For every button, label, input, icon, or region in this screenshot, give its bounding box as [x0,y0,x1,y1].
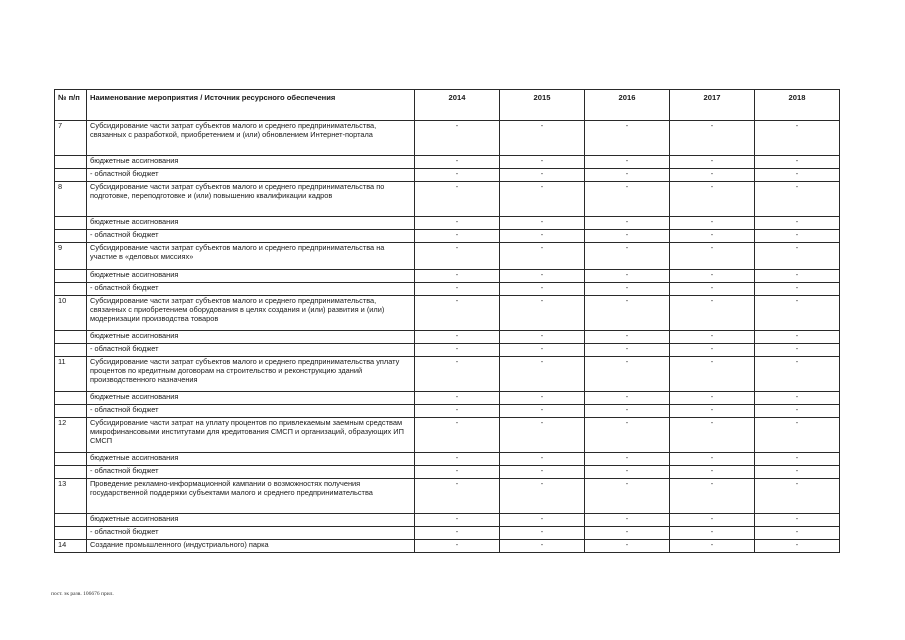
header-year-2018: 2018 [755,90,840,121]
year-value-2018: - [755,466,840,479]
funding-source: - областной бюджет [87,466,415,479]
year-value-2017: - [670,540,755,553]
table-row [55,230,840,243]
year-value-2016: - [585,182,670,217]
year-value-2015: - [500,270,585,283]
year-value-2017: - [670,182,755,217]
year-value-2016: - [585,418,670,453]
row-number [55,331,87,344]
year-value-2014: - [415,296,500,331]
year-value-2017: - [670,466,755,479]
year-value-2015: - [500,540,585,553]
row-number: 13 [55,479,87,514]
year-value-2018: - [755,479,840,514]
year-value-2017: - [670,283,755,296]
year-value-2015: - [500,156,585,169]
row-number: 8 [55,182,87,217]
year-value-2018: - [755,156,840,169]
year-value-2015: - [500,182,585,217]
funding-source: - областной бюджет [87,230,415,243]
activity-name: Субсидирование части затрат субъектов малого и среднего предпринимательства, связанных с приобретением оборудования в целях создания и (или) развития и (или) модернизации производства товаров [87,296,415,331]
year-value-2018: - [755,243,840,270]
table-row [55,182,840,217]
year-value-2015: - [500,418,585,453]
year-value-2015: - [500,296,585,331]
header-year-2015: 2015 [500,90,585,121]
year-value-2017: - [670,296,755,331]
activity-name: Субсидирование части затрат субъектов малого и среднего предпринимательства по подготовке, переподготовке и (или) повышению квалификации кадров [87,182,415,217]
year-value-2015: - [500,453,585,466]
year-value-2017: - [670,169,755,182]
row-number [55,169,87,182]
table-row [55,283,840,296]
year-value-2016: - [585,479,670,514]
table-row [55,527,840,540]
year-value-2014: - [415,121,500,156]
year-value-2016: - [585,540,670,553]
year-value-2017: - [670,392,755,405]
table-row [55,121,840,156]
year-value-2014: - [415,453,500,466]
table-row [55,453,840,466]
year-value-2016: - [585,357,670,392]
year-value-2016: - [585,527,670,540]
activity-name: Проведение рекламно-информационной кампании о возможностях получения государственной поддержки субъектами малого и среднего предпринимательства [87,479,415,514]
year-value-2014: - [415,344,500,357]
header-name: Наименование мероприятия / Источник ресурсного обеспечения [87,90,415,121]
row-number [55,527,87,540]
program-table [54,89,840,553]
year-value-2014: - [415,479,500,514]
year-value-2015: - [500,169,585,182]
table-row [55,479,840,514]
year-value-2016: - [585,169,670,182]
year-value-2015: - [500,527,585,540]
year-value-2014: - [415,514,500,527]
year-value-2014: - [415,540,500,553]
year-value-2015: - [500,466,585,479]
year-value-2016: - [585,296,670,331]
table-header-row [55,90,840,121]
table-row [55,418,840,453]
row-number [55,230,87,243]
year-value-2018: - [755,331,840,344]
year-value-2014: - [415,527,500,540]
activity-name: Создание промышленного (индустриального) парка [87,540,415,553]
row-number: 9 [55,243,87,270]
year-value-2016: - [585,156,670,169]
row-number: 11 [55,357,87,392]
year-value-2017: - [670,243,755,270]
table-row [55,344,840,357]
activity-name: Субсидирование части затрат на уплату процентов по привлекаемым заемным средствам микрофинансовыми институтами для кредитования СМСП и организаций, образующих ИП СМСП [87,418,415,453]
year-value-2015: - [500,243,585,270]
year-value-2016: - [585,453,670,466]
row-number [55,344,87,357]
year-value-2017: - [670,405,755,418]
year-value-2018: - [755,182,840,217]
year-value-2014: - [415,243,500,270]
year-value-2015: - [500,230,585,243]
header-year-2016: 2016 [585,90,670,121]
year-value-2018: - [755,169,840,182]
year-value-2018: - [755,514,840,527]
year-value-2017: - [670,230,755,243]
row-number: 12 [55,418,87,453]
year-value-2017: - [670,270,755,283]
table-row [55,169,840,182]
year-value-2018: - [755,283,840,296]
year-value-2014: - [415,405,500,418]
year-value-2014: - [415,466,500,479]
year-value-2018: - [755,418,840,453]
year-value-2014: - [415,392,500,405]
table-row [55,392,840,405]
year-value-2014: - [415,156,500,169]
year-value-2017: - [670,156,755,169]
row-number: 7 [55,121,87,156]
year-value-2017: - [670,418,755,453]
table-row [55,331,840,344]
activity-name: Субсидирование части затрат субъектов малого и среднего предпринимательства на участие в «деловых миссиях» [87,243,415,270]
year-value-2014: - [415,230,500,243]
funding-source: бюджетные ассигнования [87,331,415,344]
table-row [55,243,840,270]
table-row [55,217,840,230]
row-number [55,217,87,230]
year-value-2015: - [500,121,585,156]
row-number [55,466,87,479]
year-value-2016: - [585,392,670,405]
year-value-2018: - [755,230,840,243]
year-value-2018: - [755,270,840,283]
funding-source: - областной бюджет [87,283,415,296]
year-value-2018: - [755,296,840,331]
year-value-2017: - [670,527,755,540]
header-year-2014: 2014 [415,90,500,121]
funding-source: - областной бюджет [87,405,415,418]
year-value-2016: - [585,230,670,243]
year-value-2014: - [415,270,500,283]
year-value-2017: - [670,344,755,357]
row-number [55,283,87,296]
year-value-2018: - [755,357,840,392]
year-value-2018: - [755,405,840,418]
year-value-2015: - [500,344,585,357]
row-number [55,392,87,405]
year-value-2014: - [415,217,500,230]
header-num: № п/п [55,90,87,121]
year-value-2014: - [415,331,500,344]
funding-source: - областной бюджет [87,169,415,182]
row-number: 10 [55,296,87,331]
funding-source: бюджетные ассигнования [87,392,415,405]
year-value-2015: - [500,479,585,514]
funding-source: - областной бюджет [87,527,415,540]
year-value-2014: - [415,418,500,453]
funding-source: бюджетные ассигнования [87,217,415,230]
funding-source: - областной бюджет [87,344,415,357]
year-value-2017: - [670,121,755,156]
year-value-2016: - [585,283,670,296]
activity-name: Субсидирование части затрат субъектов малого и среднего предпринимательства уплату процентов по кредитным договорам на строительство и реконструкцию зданий производственного назначения [87,357,415,392]
year-value-2015: - [500,283,585,296]
row-number [55,514,87,527]
year-value-2016: - [585,270,670,283]
year-value-2016: - [585,514,670,527]
year-value-2017: - [670,479,755,514]
year-value-2016: - [585,344,670,357]
table-row [55,466,840,479]
year-value-2015: - [500,217,585,230]
year-value-2015: - [500,405,585,418]
funding-source: бюджетные ассигнования [87,514,415,527]
row-number [55,270,87,283]
table-row [55,405,840,418]
year-value-2016: - [585,331,670,344]
year-value-2015: - [500,392,585,405]
table-row [55,270,840,283]
year-value-2016: - [585,121,670,156]
year-value-2016: - [585,405,670,418]
activity-name: Субсидирование части затрат субъектов малого и среднего предпринимательства, связанных с разработкой, приобретением и (или) обновлением Интернет-портала [87,121,415,156]
year-value-2015: - [500,331,585,344]
year-value-2017: - [670,217,755,230]
footnote: пост. эк разв. 106676 прил. [51,591,114,597]
table-row [55,514,840,527]
year-value-2014: - [415,182,500,217]
year-value-2017: - [670,453,755,466]
funding-source: бюджетные ассигнования [87,453,415,466]
year-value-2018: - [755,392,840,405]
header-year-2017: 2017 [670,90,755,121]
year-value-2017: - [670,357,755,392]
row-number [55,156,87,169]
year-value-2017: - [670,514,755,527]
row-number: 14 [55,540,87,553]
year-value-2018: - [755,344,840,357]
year-value-2015: - [500,514,585,527]
year-value-2015: - [500,357,585,392]
year-value-2018: - [755,453,840,466]
row-number [55,405,87,418]
table-row [55,156,840,169]
year-value-2018: - [755,217,840,230]
year-value-2018: - [755,540,840,553]
year-value-2014: - [415,283,500,296]
table-row [55,357,840,392]
funding-source: бюджетные ассигнования [87,270,415,283]
year-value-2018: - [755,527,840,540]
year-value-2017: - [670,331,755,344]
year-value-2018: - [755,121,840,156]
year-value-2016: - [585,217,670,230]
year-value-2014: - [415,357,500,392]
year-value-2016: - [585,243,670,270]
year-value-2016: - [585,466,670,479]
year-value-2014: - [415,169,500,182]
row-number [55,453,87,466]
table-body [55,121,840,553]
table-row [55,296,840,331]
table-row [55,540,840,553]
funding-source: бюджетные ассигнования [87,156,415,169]
